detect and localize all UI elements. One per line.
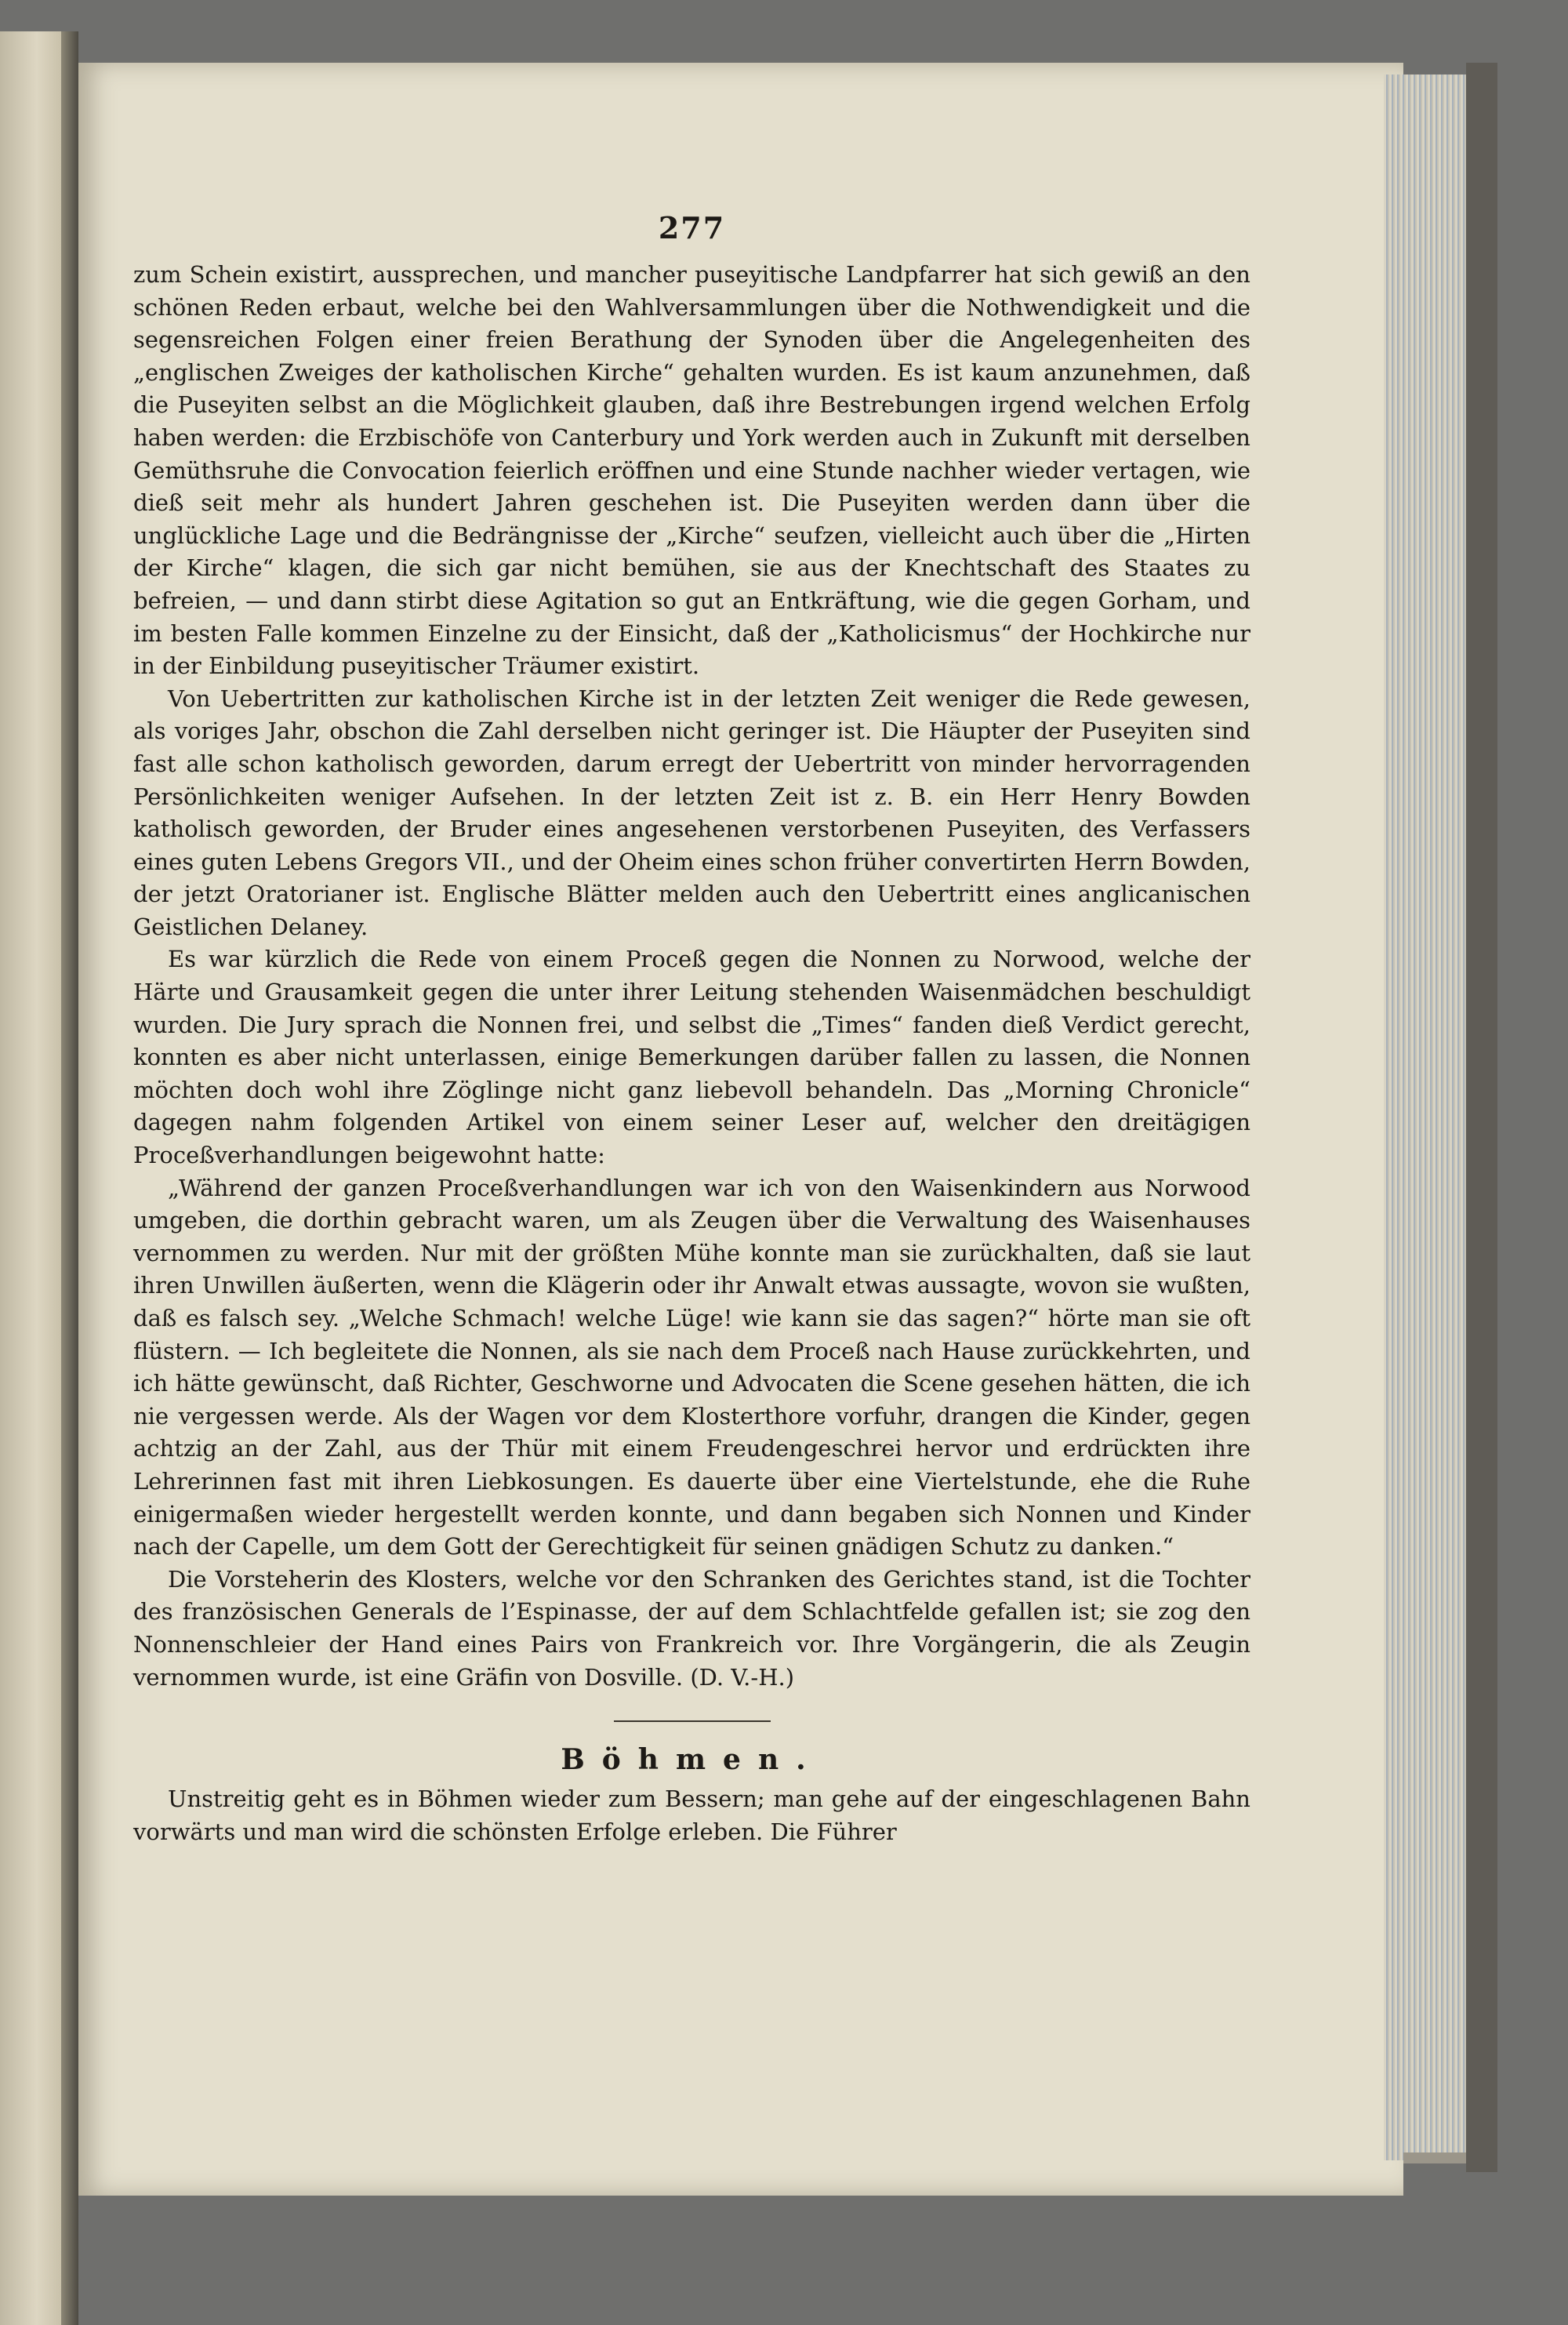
- paragraph-4: „Während der ganzen Proceßverhandlungen war ich von den Waisenkindern aus Norwood umgeben, die dorthin gebracht waren, um als Zeugen über die Verwaltung des Waisenhauses vernommen zu werden. Nur mit der größten Mühe konnte man sie zurückhalten, daß sie laut ihren Unwillen äußerten, wenn die Klägerin oder ihr Anwalt etwas aussagte, wovon sie wußten, daß es falsch sey. „Welche Schmach! welche Lüge! wie kann sie das sagen?“ hörte man sie oft flüstern. — Ich begleitete die Nonnen, als sie nach dem Proceß nach Hause zurückkehrten, und ich hätte gewünscht, daß Richter, Geschworne und Advocaten die Scene gesehen hätten, die ich nie vergessen werde. Als der Wagen vor dem Klosterthore vorfuhr, drangen die Kinder, gegen achtzig an der Zahl, aus der Thür mit einem Freudengeschrei hervor und erdrückten ihre Lehrerinnen fast mit ihren Liebkosungen. Es dauerte über eine Viertelstunde, ehe die Ruhe einigermaßen wieder hergestellt werden konnte, und dann begaben sich Nonnen und Kinder nach der Capelle, um dem Gott der Gerechtigkeit für seinen gnädigen Schutz zu danken.“: [133, 1174, 1250, 1560]
- section-heading: Böhmen.: [561, 1743, 823, 1777]
- page-number: 277: [658, 210, 726, 245]
- page-content: [133, 205, 1250, 1848]
- paragraph-5: Die Vorsteherin des Klosters, welche vor den Schranken des Gerichtes stand, ist die Tochter des französischen Generals de l’Espinasse, der auf dem Schlachtfelde gefallen ist; sie zog den Nonnenschleier der Hand eines Pairs von Frankreich vor. Ihre Vorgängerin, die als Zeugin vernommen wurde, ist eine Gräfin von Dosville. (D. V.-H.): [133, 1565, 1250, 1691]
- paragraph-1: zum Schein existirt, aussprechen, und mancher puseyitische Landpfarrer hat sich gewiß an den schönen Reden erbaut, welche bei den Wahlversammlungen über die Nothwendigkeit und die segensreichen Folgen einer freien Berathung der Synoden über die Angelegenheiten des „englischen Zweiges der katholischen Kirche“ gehalten wurden. Es ist kaum anzunehmen, daß die Puseyiten selbst an die Möglichkeit glauben, daß ihre Bestrebungen irgend welchen Erfolg haben werden: die Erzbischöfe von Canterbury und York werden auch in Zukunft mit derselben Gemüthsruhe die Convocation feierlich eröffnen und eine Stunde nachher wieder vertagen, wie dieß seit mehr als hundert Jahren geschehen ist. Die Puseyiten werden dann über die unglückliche Lage und die Bedrängnisse der „Kirche“ seufzen, vielleicht auch über die „Hirten der Kirche“ klagen, die sich gar nicht bemühen, sie aus der Knechtschaft des Staates zu befreien, — und dann stirbt diese Agitation so gut an Entkräftung, wie die gegen Gorham, und im besten Falle kommen Einzelne zu der Einsicht, daß der „Katholicismus“ der Hochkirche nur in der Einbildung puseyitischer Träumer existirt.: [133, 261, 1250, 680]
- book-cover-edge: [1466, 63, 1497, 2172]
- paragraph-2: Von Uebertritten zur katholischen Kirche ist in der letzten Zeit weniger die Rede gewesen, als voriges Jahr, obschon die Zahl derselben nicht geringer ist. Die Häupter der Puseyiten sind fast alle schon katholisch geworden, darum erregt der Uebertritt von minder hervorragenden Persönlichkeiten weniger Aufsehen. In der letzten Zeit ist z. B. ein Herr Henry Bowden katholisch geworden, der Bruder eines angesehenen verstorbenen Puseyiten, des Verfassers eines guten Lebens Gregors VII., und der Oheim eines schon früher convertirten Herrn Bowden, der jetzt Oratorianer ist. Englische Blätter melden auch den Uebertritt eines anglicanischen Geistlichen Delaney.: [133, 685, 1250, 940]
- facing-page-edge: [0, 31, 61, 2325]
- section-divider: [614, 1720, 771, 1722]
- page-stack-edges: [1384, 74, 1466, 2160]
- paragraph-3: Es war kürzlich die Rede von einem Proceß gegen die Nonnen zu Norwood, welche der Härte und Grausamkeit gegen die unter ihrer Leitung stehenden Waisenmädchen beschuldigt wurden. Die Jury sprach die Nonnen frei, und selbst die „Times“ fanden dieß Verdict gerecht, konnten es aber nicht unterlassen, einige Bemerkungen darüber fallen zu lassen, die Nonnen möchten doch wohl ihre Zöglinge nicht ganz liebevoll behandeln. Das „Morning Chronicle“ dagegen nahm folgenden Artikel von einem seiner Leser auf, welcher den dreitägigen Proceßverhandlungen beigewohnt hatte:: [133, 946, 1250, 1169]
- book-gutter: [61, 31, 78, 2325]
- page-stack-bottom: [1403, 2152, 1466, 2163]
- section-paragraph: Unstreitig geht es in Böhmen wieder zum Bessern; man gehe auf der eingeschlagenen Bahn vorwärts und man wird die schönsten Erfolge erleben. Die Führer: [133, 1786, 1250, 1845]
